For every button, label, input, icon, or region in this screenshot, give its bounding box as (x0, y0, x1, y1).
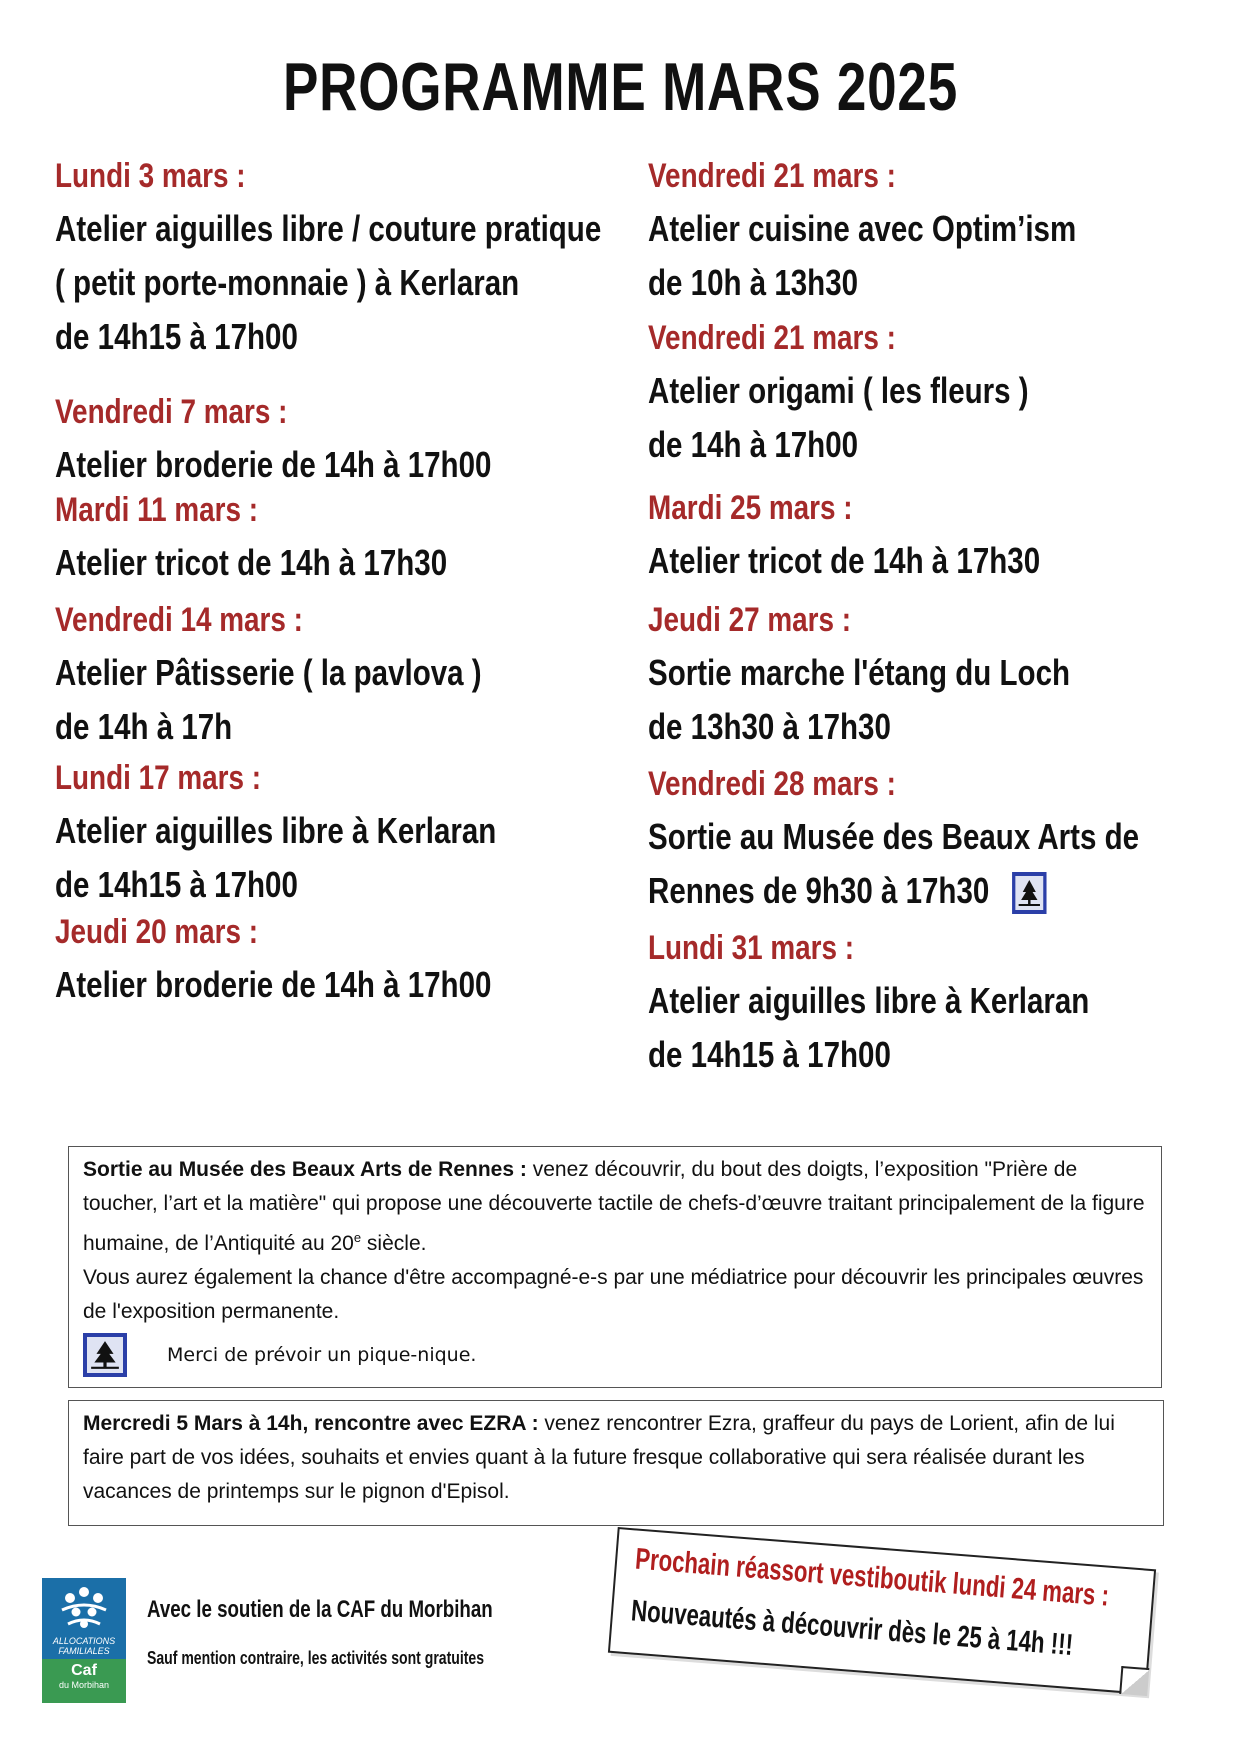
museum-info-heading: Sortie au Musée des Beaux Arts de Rennes : (83, 1158, 527, 1181)
event-description: Atelier aiguilles libre à Kerlaran de 14h15 à 17h00 (648, 980, 1090, 1075)
museum-info-body: venez découvrir, du bout des doigts, l’exposition "Prière de toucher, l’art et la matière" qui propose une découverte tactile de chefs-d’œuvre traitant principalement de la figure humaine, de l’Antiquité au 20 (83, 1158, 1145, 1255)
event-item (648, 758, 1208, 922)
picnic-note-row (83, 1333, 1147, 1377)
logo-caf: Caf (71, 1662, 97, 1679)
museum-info-text (83, 1153, 1147, 1261)
family-icon (54, 1584, 114, 1634)
page-title: PROGRAMME MARS 2025 (282, 49, 958, 125)
logo-line1: ALLOCATIONS (52, 1636, 116, 1646)
event-date: Jeudi 27 mars : (648, 601, 852, 639)
event-date: Vendredi 28 mars : (648, 765, 896, 803)
event-item (55, 150, 615, 357)
events-left-column (55, 150, 615, 1012)
event-description: Atelier aiguilles libre / couture pratique ( petit porte-monnaie ) à Kerlaran de 14h15 à 17h00 (55, 208, 602, 357)
ezra-info-heading: Mercredi 5 Mars à 14h, rencontre avec EZRA : (83, 1412, 539, 1435)
event-item (55, 752, 615, 906)
event-date: Lundi 31 mars : (648, 929, 855, 967)
event-description: Atelier cuisine avec Optim’ism de 10h à 13h30 (648, 208, 1077, 303)
sticker-line1: Prochain réassort vestiboutik lundi 24 mars : (634, 1542, 1111, 1613)
event-date: Jeudi 20 mars : (55, 913, 259, 951)
picnic-icon (1012, 872, 1046, 914)
event-description: Atelier Pâtisserie ( la pavlova ) de 14h à 17h (55, 652, 482, 747)
caf-logo (42, 1578, 126, 1703)
event-date: Mardi 11 mars : (55, 491, 259, 529)
event-item (648, 312, 1208, 476)
event-date: Vendredi 21 mars : (648, 319, 896, 357)
free-activities-note: Sauf mention contraire, les activités sont gratuites (147, 1648, 485, 1668)
event-description: Atelier origami ( les fleurs ) de 14h à 17h00 (648, 370, 1029, 465)
event-date: Mardi 25 mars : (648, 489, 853, 527)
event-description-line (648, 864, 1208, 918)
museum-info-body-end: siècle. (361, 1232, 427, 1255)
event-date: Lundi 17 mars : (55, 759, 262, 797)
ezra-info-body: venez rencontrer Ezra, graffeur du pays de Lorient, afin de lui faire part de vos idées, souhaits et envies quant à la future fresque collaborative qui sera réalisée durant les vacances de printemps sur le pignon d'Episol. (83, 1412, 1115, 1503)
vestiboutik-sticker (608, 1527, 1156, 1695)
ezra-info-box (68, 1400, 1164, 1526)
event-item (55, 594, 615, 746)
picnic-icon (83, 1333, 127, 1377)
event-item (648, 922, 1208, 1082)
event-date: Vendredi 21 mars : (648, 157, 896, 195)
event-description: Atelier broderie de 14h à 17h00 (55, 964, 492, 1005)
event-date: Vendredi 7 mars : (55, 393, 288, 431)
event-date: Vendredi 14 mars : (55, 601, 303, 639)
museum-info-extra: Vous aurez également la chance d'être accompagné-e-s par une médiatrice pour découvrir les principales œuvres de l'exposition permanente. (83, 1266, 1144, 1323)
event-item (648, 482, 1208, 594)
event-description (648, 810, 1208, 922)
logo-region: du Morbihan (58, 1680, 110, 1690)
logo-line2: FAMILIALES (58, 1646, 110, 1656)
support-text: Avec le soutien de la CAF du Morbihan (147, 1596, 493, 1623)
events-right-column (648, 150, 1208, 1082)
event-description-text: Rennes de 9h30 à 17h30 (648, 870, 990, 911)
event-description: Atelier broderie de 14h à 17h00 (55, 444, 492, 485)
logo-bottom (42, 1659, 126, 1703)
event-item (648, 594, 1208, 758)
event-description: Atelier tricot de 14h à 17h30 (55, 542, 448, 583)
event-description: Atelier aiguilles libre à Kerlaran de 14h15 à 17h00 (55, 810, 497, 905)
event-date: Lundi 3 mars : (55, 157, 246, 195)
century-superscript: e (353, 1230, 362, 1245)
event-item (648, 150, 1208, 312)
picnic-note: Merci de prévoir un pique-nique. (167, 1344, 477, 1366)
museum-info-box (68, 1146, 1162, 1388)
event-item (55, 906, 615, 1012)
page-curl (1119, 1666, 1149, 1696)
event-description: Atelier tricot de 14h à 17h30 (648, 540, 1041, 581)
event-item (55, 386, 615, 484)
sticker-line2: Nouveautés à découvrir dès le 25 à 14h !!! (629, 1594, 1075, 1663)
event-description-line: Sortie au Musée des Beaux Arts de (648, 816, 1140, 857)
event-item (55, 484, 615, 588)
event-description: Sortie marche l'étang du Loch de 13h30 à 17h30 (648, 652, 1071, 747)
